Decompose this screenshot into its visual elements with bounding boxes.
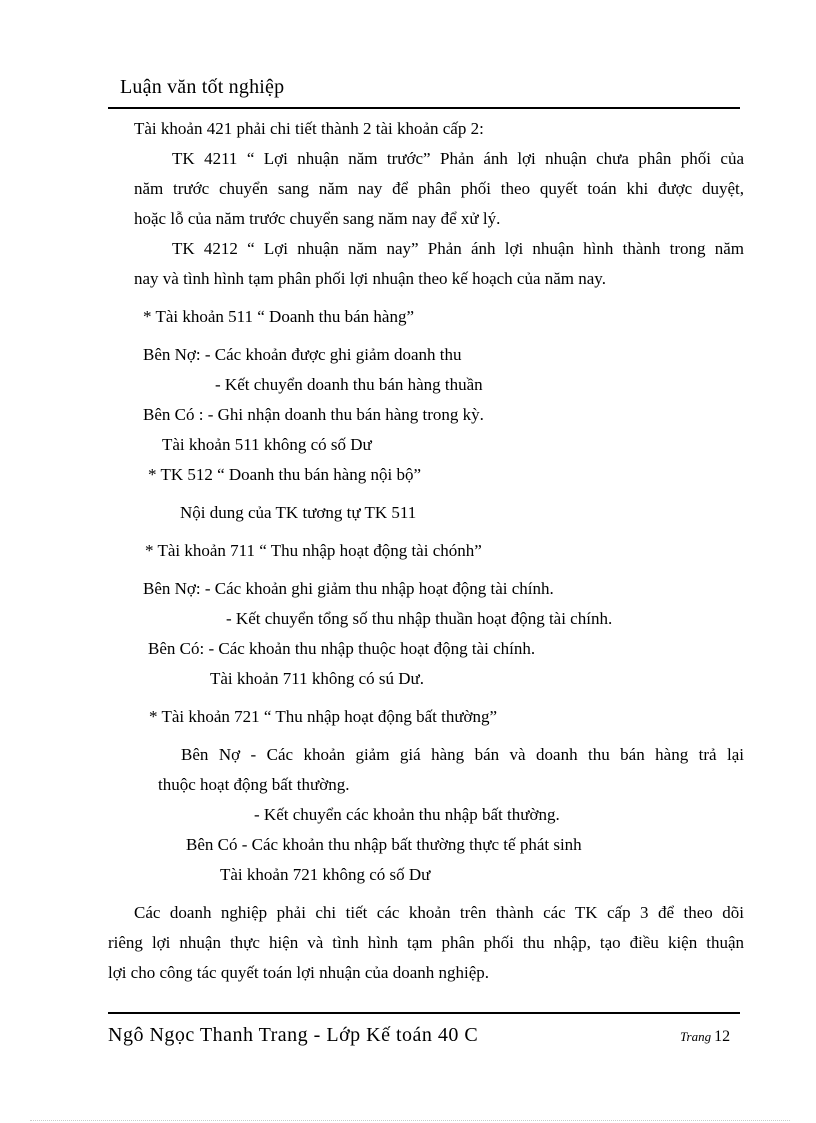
- text-line: Các doanh nghiệp phải chi tiết các khoản trên thành các TK cấp 3 để theo dõi: [134, 903, 744, 922]
- text-line: Tài khoản 721 không có số Dư: [220, 865, 431, 884]
- text-line: Bên Nợ - Các khoản giảm giá hàng bán và doanh thu bán hàng trả lại: [181, 745, 744, 764]
- text-line: nay và tình hình tạm phân phối lợi nhuận theo kế hoạch của năm nay.: [134, 269, 606, 288]
- text-line: Bên Nợ: - Các khoản được ghi giảm doanh thu: [143, 345, 462, 364]
- section-heading: * Tài khoản 511 “ Doanh thu bán hàng”: [143, 307, 414, 326]
- page-edge-divider: [30, 1120, 790, 1121]
- text-line: Bên Nợ: - Các khoản ghi giảm thu nhập hoạt động tài chính.: [143, 579, 554, 598]
- text-line: lợi cho công tác quyết toán lợi nhuận của doanh nghiệp.: [108, 963, 490, 982]
- text-line: Tài khoản 511 không có số Dư: [162, 435, 372, 454]
- footer-rule: [108, 1012, 740, 1014]
- text-line: - Kết chuyển doanh thu bán hàng thuần: [215, 375, 483, 394]
- page-number-value: 12: [714, 1028, 731, 1045]
- text-line: Nội dung của TK tương tự TK 511: [180, 503, 417, 522]
- section-heading: * Tài khoản 711 “ Thu nhập hoạt động tài chónh”: [145, 541, 482, 560]
- text-line: TK 4211 “ Lợi nhuận năm trước” Phản ánh lợi nhuận chưa phân phối của: [172, 149, 744, 168]
- section-heading: * TK 512 “ Doanh thu bán hàng nội bộ”: [148, 465, 422, 484]
- text-line: Bên Có: - Các khoản thu nhập thuộc hoạt động tài chính.: [148, 639, 536, 658]
- text-line: Bên Có - Các khoản thu nhập bất thường thực tế phát sinh: [186, 835, 582, 854]
- page-number: [680, 1028, 730, 1046]
- text-line: hoặc lỗ của năm trước chuyển sang năm nay để xử lý.: [134, 209, 501, 228]
- text-line: - Kết chuyển tổng số thu nhập thuần hoạt động tài chính.: [226, 609, 613, 628]
- text-line: Bên Có : - Ghi nhận doanh thu bán hàng trong kỳ.: [143, 405, 484, 424]
- section-heading: * Tài khoản 721 “ Thu nhập hoạt động bất thường”: [149, 707, 498, 726]
- text-line: Tài khoản 711 không có sú Dư.: [210, 669, 424, 688]
- text-line: riêng lợi nhuận thực hiện và tình hình tạm phân phối thu nhập, tạo điều kiện thuận: [108, 933, 744, 952]
- text-line: thuộc hoạt động bất thường.: [158, 775, 350, 794]
- footer-author: Ngô Ngọc Thanh Trang - Lớp Kế toán 40 C: [108, 1024, 479, 1046]
- text-line: TK 4212 “ Lợi nhuận năm nay” Phản ánh lợi nhuận hình thành trong năm: [172, 239, 744, 258]
- text-line: Tài khoản 421 phải chi tiết thành 2 tài khoản cấp 2:: [134, 119, 484, 138]
- text-line: - Kết chuyển các khoản thu nhập bất thường.: [254, 805, 560, 824]
- header-rule: [108, 107, 740, 109]
- page-label: Trang: [680, 1029, 712, 1044]
- running-header: Luận văn tốt nghiệp: [120, 76, 285, 98]
- text-line: năm trước chuyển sang năm nay để phân phối theo quyết toán khi được duyệt,: [134, 179, 744, 198]
